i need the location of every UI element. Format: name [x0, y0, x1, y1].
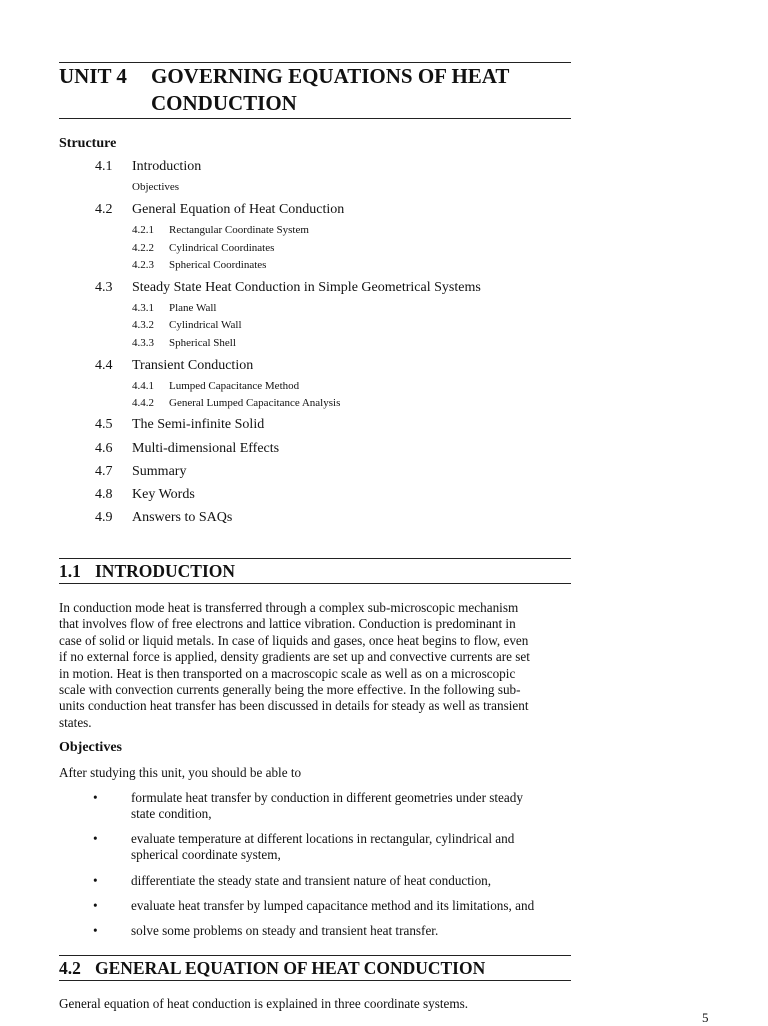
toc-item-number: 4.9	[95, 510, 113, 525]
objective-text	[131, 790, 571, 822]
introduction-number: 1.1	[59, 561, 81, 581]
toc-item-number: 4.6	[95, 441, 113, 456]
general-top-rule	[59, 955, 571, 956]
toc-subitem-title: Cylindrical Wall	[169, 319, 242, 331]
unit-title-text: GOVERNING EQUATIONS OF HEAT CONDUCTION	[151, 64, 510, 115]
toc-subitem-number: 4.2.1	[132, 224, 154, 236]
toc-item-note: Objectives	[132, 181, 180, 193]
objective-line: solve some problems on steady and transient heat transfer.	[131, 923, 439, 938]
objective-text	[131, 873, 571, 889]
toc-subitem-number: 4.2.3	[132, 259, 154, 271]
toc-item-title: The Semi-infinite Solid	[132, 417, 265, 432]
title-bottom-rule	[59, 118, 571, 119]
toc-item-number: 4.2	[95, 202, 113, 217]
toc-subitem-title: Plane Wall	[169, 302, 217, 314]
toc-subitem-number: 4.2.2	[132, 242, 154, 254]
toc-subitem-number: 4.3.2	[132, 319, 154, 331]
toc-item-title: Summary	[132, 464, 187, 479]
bullet-icon: •	[93, 873, 98, 888]
general-equation-title: GENERAL EQUATION OF HEAT CONDUCTION	[95, 958, 486, 978]
introduction-line: scale with convection currents generally being the more effective. In the following sub-	[59, 682, 521, 698]
bullet-icon: •	[93, 790, 98, 805]
bullet-icon: •	[93, 898, 98, 913]
toc-subitem-title: Rectangular Coordinate System	[169, 224, 309, 236]
introduction-line: In conduction mode heat is transferred through a complex sub-microscopic mechanism	[59, 600, 519, 615]
toc-subitem-title: Lumped Capacitance Method	[169, 380, 300, 392]
toc-item-title: Transient Conduction	[132, 358, 254, 373]
toc-item-number: 4.1	[95, 159, 113, 174]
intro-top-rule	[59, 558, 571, 559]
introduction-line: that involves flow of free electrons and lattice vibration. Conduction is predominant in	[59, 616, 516, 632]
objective-line: evaluate heat transfer by lumped capacitance method and its limitations, and	[131, 898, 535, 913]
objective-line: formulate heat transfer by conduction in different geometries under steady	[131, 790, 523, 805]
objective-line: state condition,	[131, 806, 212, 821]
toc-item-title: Multi-dimensional Effects	[132, 441, 280, 456]
objective-text	[131, 898, 571, 914]
toc-subitem-title: Cylindrical Coordinates	[169, 242, 275, 254]
toc-item-number: 4.5	[95, 417, 113, 432]
toc-subitem-number: 4.4.1	[132, 380, 154, 392]
toc-item-number: 4.4	[95, 358, 113, 373]
introduction-paragraph	[59, 600, 571, 731]
bullet-icon: •	[93, 923, 98, 938]
introduction-line: if no external force is applied, density gradients are set up and convective currents are set	[59, 649, 530, 665]
toc-item-title: Answers to SAQs	[132, 510, 233, 525]
intro-bottom-rule	[59, 583, 571, 584]
toc-subitem-number: 4.3.1	[132, 302, 154, 314]
objective-line: spherical coordinate system,	[131, 847, 281, 862]
toc-subitem-number: 4.3.3	[132, 337, 154, 349]
toc-item-title: Key Words	[132, 487, 195, 502]
unit-label: UNIT 4	[59, 64, 127, 88]
page-number: 5	[702, 1010, 709, 1025]
toc-item-title: Steady State Heat Conduction in Simple Geometrical Systems	[132, 280, 481, 295]
introduction-line: states.	[59, 714, 92, 730]
objective-text	[131, 923, 571, 939]
introduction-title: INTRODUCTION	[95, 561, 236, 581]
bullet-icon: •	[93, 831, 98, 846]
objectives-intro: After studying this unit, you should be able to	[59, 765, 302, 780]
general-equation-number: 4.2	[59, 958, 81, 978]
toc-subitem-title: Spherical Shell	[169, 337, 236, 349]
introduction-line: units conduction heat transfer has been discussed in details for steady as well as transient	[59, 698, 529, 714]
toc-item-title: General Equation of Heat Conduction	[132, 202, 345, 217]
objective-text	[131, 831, 571, 863]
toc-subitem-title: General Lumped Capacitance Analysis	[169, 397, 341, 409]
toc-item-number: 4.3	[95, 280, 113, 295]
toc-item-number: 4.8	[95, 487, 113, 502]
general-equation-text: General equation of heat conduction is explained in three coordinate systems.	[59, 996, 469, 1011]
toc-item-number: 4.7	[95, 464, 113, 479]
general-bottom-rule	[59, 980, 571, 981]
toc-subitem-number: 4.4.2	[132, 397, 154, 409]
introduction-line: in motion. Heat is then transported on a macroscopic scale as well as on a microscopic	[59, 665, 516, 681]
structure-heading: Structure	[59, 136, 117, 151]
toc-item-title: Introduction	[132, 159, 202, 174]
objective-line: differentiate the steady state and transient nature of heat conduction,	[131, 873, 492, 888]
objectives-heading: Objectives	[59, 740, 122, 755]
toc-subitem-title: Spherical Coordinates	[169, 259, 267, 271]
introduction-line: case of solid or liquid metals. In case of liquids and gases, once heat begins to flow, even	[59, 632, 529, 648]
objective-line: evaluate temperature at different locations in rectangular, cylindrical and	[131, 831, 515, 846]
